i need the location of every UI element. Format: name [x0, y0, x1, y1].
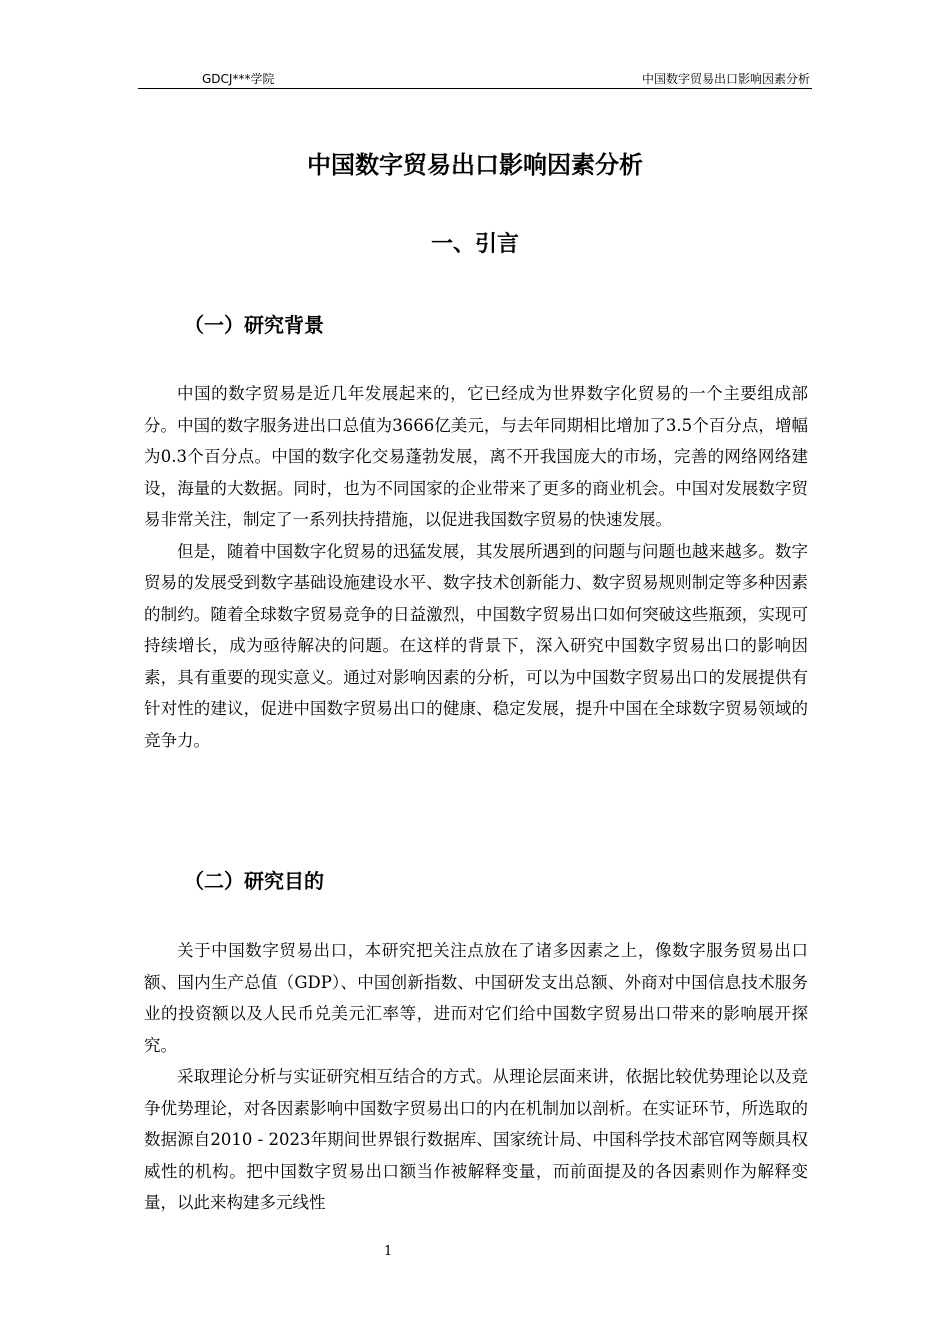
header-institution: GDCJ***学院: [202, 72, 275, 86]
subsection-heading-background: （一）研究背景: [184, 313, 324, 337]
section-heading-introduction: 一、引言: [430, 232, 519, 257]
subsection-heading-purpose: （二）研究目的: [184, 869, 324, 893]
page-number: 1: [384, 1244, 393, 1259]
paragraph: 但是，随着中国数字化贸易的迅猛发展，其发展所遇到的问题与问题也越来越多。数字贸易的发展受到数字基础设施建设水平、数字技术创新能力、数字贸易规则制定等多种因素的制约。随着全球数字贸易竞争的日益激烈，中国数字贸易出口如何突破这些瓶颈，实现可持续增长，成为亟待解决的问题。在这样的背景下，深入研究中国数字贸易出口的影响因素，具有重要的现实意义。通过对影响因素的分析，可以为中国数字贸易出口的发展提供有针对性的建议，促进中国数字贸易出口的健康、稳定发展，提升中国在全球数字贸易领域的竞争力。: [144, 541, 808, 750]
paragraph: 采取理论分析与实证研究相互结合的方式。从理论层面来讲，依据比较优势理论以及竞争优势理论，对各因素影响中国数字贸易出口的内在机制加以剖析。在实证环节，所选取的数据源自2010 - 2023年期间世界银行数据库、国家统计局、中国科学技术部官网等颇具权威性的机构。把中国数字贸易出口额当作被解释变量，而前面提及的各因素则作为解释变量，以此来构建多元线性: [144, 1067, 808, 1212]
background-section-body: [144, 378, 808, 756]
document-title: 中国数字贸易出口影响因素分析: [307, 151, 643, 179]
purpose-section-body: [144, 935, 808, 1219]
paragraph: 中国的数字贸易是近几年发展起来的，它已经成为世界数字化贸易的一个主要组成部分。中国的数字服务进出口总值为3666亿美元，与去年同期相比增加了3.5个百分点，增幅为0.3个百分点。中国的数字化交易蓬勃发展，离不开我国庞大的市场，完善的网络网络建设，海量的大数据。同时，也为不同国家的企业带来了更多的商业机会。中国对发展数字贸易非常关注，制定了一系列扶持措施，以促进我国数字贸易的快速发展。: [144, 384, 808, 529]
paragraph: 关于中国数字贸易出口，本研究把关注点放在了诸多因素之上，像数字服务贸易出口额、国内生产总值（GDP）、中国创新指数、中国研发支出总额、外商对中国信息技术服务业的投资额以及人民币兑美元汇率等，进而对它们给中国数字贸易出口带来的影响展开探究。: [144, 941, 808, 1055]
page-header: [138, 66, 812, 89]
header-running-title: 中国数字贸易出口影响因素分析: [641, 72, 810, 86]
